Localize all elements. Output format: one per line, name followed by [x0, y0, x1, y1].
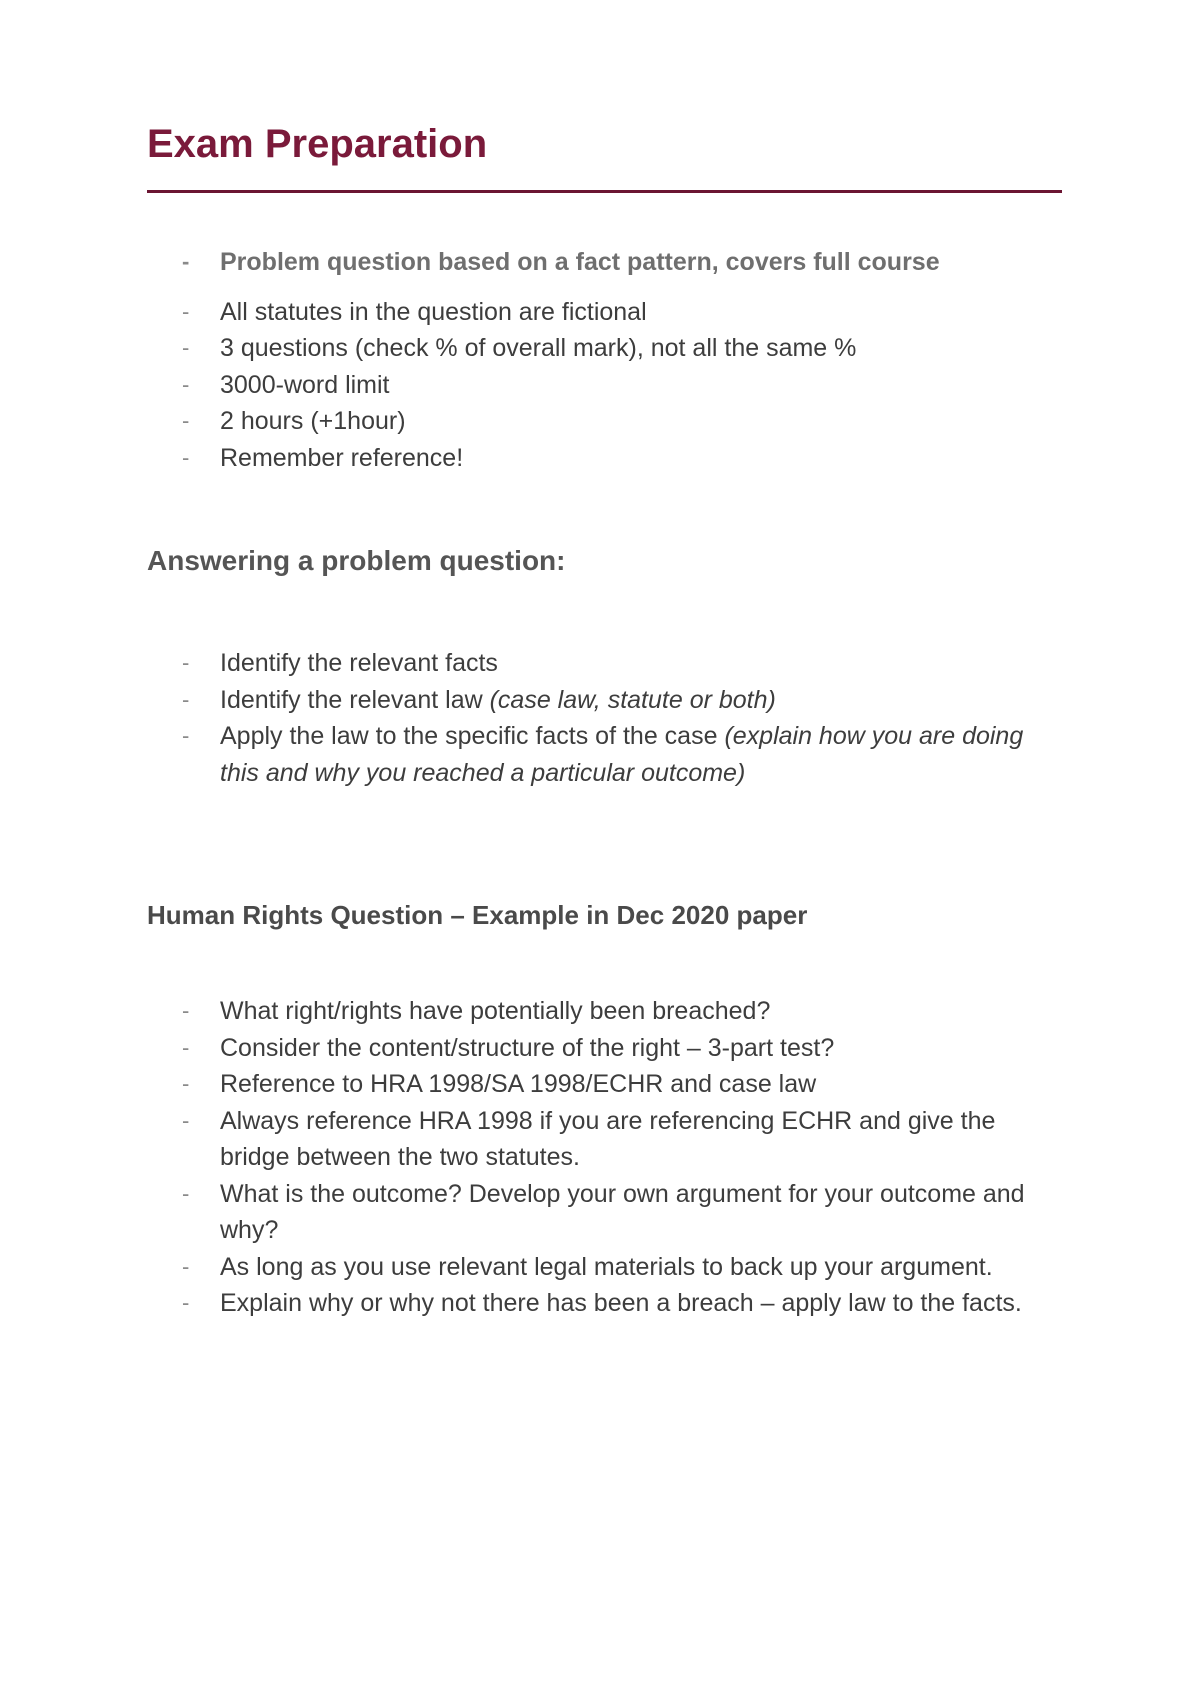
list-item: [182, 718, 1032, 791]
list-item-text: Identify the relevant facts: [220, 649, 498, 677]
intro-list: [182, 244, 1032, 476]
human-rights-list: [182, 993, 1032, 1322]
section-heading-answering: Answering a problem question:: [147, 545, 566, 576]
bullet-dash: -: [182, 686, 190, 712]
title-divider: [147, 190, 1062, 193]
bullet-dash: -: [182, 650, 190, 675]
page-title: Exam Preparation: [147, 122, 488, 166]
list-item-text: Remember reference!: [220, 443, 464, 472]
list-item-text: Reference to HRA 1998/SA 1998/ECHR and case law: [220, 1070, 817, 1098]
bullet-dash: -: [182, 444, 190, 470]
list-item: [182, 993, 1032, 1030]
bullet-dash: -: [182, 408, 190, 433]
bullet-dash: -: [182, 1071, 190, 1096]
list-item: [182, 1176, 1032, 1249]
list-item-text: Always reference HRA 1998 if you are referencing ECHR and give the bridge between the two statutes.: [220, 1106, 996, 1171]
list-item: [182, 1285, 1032, 1322]
list-item-text: As long as you use relevant legal materials to back up your argument.: [220, 1252, 993, 1281]
list-item: [182, 1030, 1032, 1067]
list-item-text: All statutes in the question are fictional: [220, 297, 647, 326]
answering-list: [182, 645, 1032, 791]
bullet-dash: -: [182, 723, 190, 748]
list-item: [182, 403, 1032, 440]
bullet-dash: -: [182, 1107, 190, 1133]
list-item: [182, 682, 1032, 719]
list-item-note: (case law, statute or both): [489, 685, 776, 714]
list-item-note: (explain how you are doing this and why you reached a particular outcome): [220, 722, 1024, 787]
section-heading-human-rights: Human Rights Question – Example in Dec 2020 paper: [147, 900, 808, 930]
bullet-dash: -: [182, 1290, 190, 1315]
bullet-dash: -: [182, 335, 190, 360]
list-item-text: Explain why or why not there has been a breach – apply law to the facts.: [220, 1289, 1022, 1317]
list-item: [182, 330, 1032, 367]
list-item-lead: [182, 244, 1032, 281]
list-item-text: What is the outcome? Develop your own argument for your outcome and why?: [220, 1179, 1025, 1244]
list-item-text: What right/rights have potentially been breached?: [220, 997, 771, 1025]
list-item-text: Consider the content/structure of the right – 3-part test?: [220, 1033, 835, 1062]
bullet-dash: -: [182, 249, 190, 274]
list-item-text: Problem question based on a fact pattern, covers full course: [220, 248, 940, 276]
list-item-text: 3000-word limit: [220, 370, 390, 399]
list-item-text: 2 hours (+1hour): [220, 407, 406, 435]
list-item-text: Apply the law to the specific facts of the case: [220, 722, 725, 750]
bullet-dash: -: [182, 371, 190, 397]
list-item: [182, 645, 1032, 682]
list-item: [182, 1249, 1032, 1286]
list-item-text: 3 questions (check % of overall mark), not all the same %: [220, 334, 857, 362]
list-item: [182, 1066, 1032, 1103]
bullet-dash: -: [182, 1253, 190, 1279]
list-item: [182, 440, 1032, 477]
bullet-dash: -: [182, 1034, 190, 1060]
list-item: [182, 367, 1032, 404]
list-item-text: Identify the relevant law: [220, 685, 490, 714]
bullet-dash: -: [182, 1180, 190, 1206]
list-item: [182, 294, 1032, 331]
bullet-dash: -: [182, 998, 190, 1023]
bullet-dash: -: [182, 298, 190, 324]
list-item: [182, 1103, 1032, 1176]
